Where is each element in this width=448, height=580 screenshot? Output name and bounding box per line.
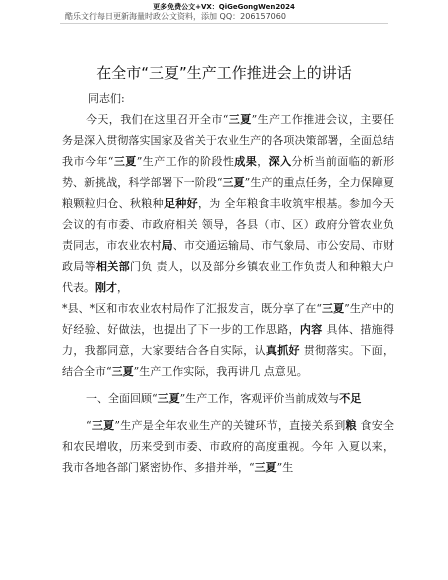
bold-run: 真抓好 bbox=[265, 344, 300, 357]
text-run: ， bbox=[117, 281, 128, 294]
paragraph-intro bbox=[62, 109, 394, 298]
bold-run: 粮 bbox=[345, 419, 357, 432]
text-run: 门负 责人，以及部分乡镇农业工作负责人和种粮大户代表。 bbox=[62, 260, 394, 294]
bold-run: 相关部 bbox=[95, 260, 130, 273]
bold-run: 足种好 bbox=[163, 197, 198, 210]
bold-run: 深入 bbox=[268, 155, 292, 168]
bold-run: 三夏 bbox=[321, 302, 345, 315]
paragraph-review bbox=[62, 415, 394, 478]
text-run: 食安全和农民增收，历来受到市委、市政府的高度重视。今年 入夏以来，我市各地各部门紧密协作、多措并举，“ bbox=[62, 419, 395, 474]
text-run: ”生产中的好经验、好做法，也提出了下一步的工作思路， bbox=[62, 302, 395, 336]
document-body bbox=[62, 88, 394, 478]
bold-run: 三夏 bbox=[254, 461, 277, 474]
text-run: “ bbox=[86, 419, 92, 432]
greeting: 同志们: bbox=[88, 92, 125, 105]
paragraph-reports bbox=[62, 298, 394, 382]
bold-run: 局 bbox=[161, 239, 173, 252]
text-run: 具体、措施得力，我都同意，大家要结合各自实际，认 bbox=[62, 323, 395, 357]
bold-run: 三夏 bbox=[91, 419, 115, 432]
bold-run: 三夏 bbox=[228, 113, 252, 126]
text-run: ”生产工作实际，我再讲几 点意见。 bbox=[133, 365, 308, 378]
text-run: ”生产是全年农业生产的关键环节，直接关系到 bbox=[114, 419, 346, 432]
promo-top-note: 更多免费公文+VX：QiGeGongWen2024 bbox=[153, 3, 295, 11]
document-title: 在全市“三夏”生产工作推进会上的讲话 bbox=[96, 64, 352, 82]
text-run: ”生产的重点任务，全力保障夏粮颗粒归仓、秋粮种 bbox=[62, 176, 395, 210]
header-note: 酷乐文行每日更新海量时政公文资料，添加 QQ：206157060 bbox=[65, 12, 286, 21]
bold-run: 三夏 bbox=[157, 392, 180, 405]
bold-run: 三夏 bbox=[222, 176, 245, 189]
text-run: ”生产工作推进会议，主要任务是深入贯彻落实国家及省关于农业生产的各项决策部署，全面总结我市今年“ bbox=[62, 113, 395, 168]
bold-run: 成果 bbox=[234, 155, 258, 168]
text-run: 、市交通运输局、市气象局、市公安局、市财政局等 bbox=[62, 239, 395, 273]
bold-run: 三夏 bbox=[111, 365, 134, 378]
text-run: ”生产工作的阶段性 bbox=[136, 155, 235, 168]
bold-run: 内容 bbox=[299, 323, 323, 336]
text-run: 今天，我们在这里召开全市“ bbox=[86, 113, 229, 126]
text-run: ”生 bbox=[276, 461, 294, 474]
text-run: 贯彻落实。下面，结合全市“ bbox=[62, 344, 395, 378]
text-run: *县、*区和市农业农村局作了汇报发言，既分享了在“ bbox=[62, 302, 322, 315]
bold-run: 刚才 bbox=[95, 281, 117, 294]
text-run: 分析当前面临的新形势、新挑战，科学部署下一阶段“ bbox=[62, 155, 395, 189]
bold-run: 不足 bbox=[339, 392, 362, 405]
text-run: ，为 全年粮食丰收筑牢根基。参加今天会议的有市委、市政府相关 领导，各县（市、区）政府分管农业负责同志，市农业农村 bbox=[62, 197, 395, 252]
text-run: ， bbox=[257, 155, 269, 168]
section-heading-1 bbox=[62, 388, 394, 409]
text-run: 一、全面回顾“ bbox=[86, 392, 158, 405]
bold-run: 三夏 bbox=[113, 155, 137, 168]
header-divider bbox=[60, 23, 388, 24]
text-run: ”生产工作，客观评价当前成效与 bbox=[179, 392, 340, 405]
